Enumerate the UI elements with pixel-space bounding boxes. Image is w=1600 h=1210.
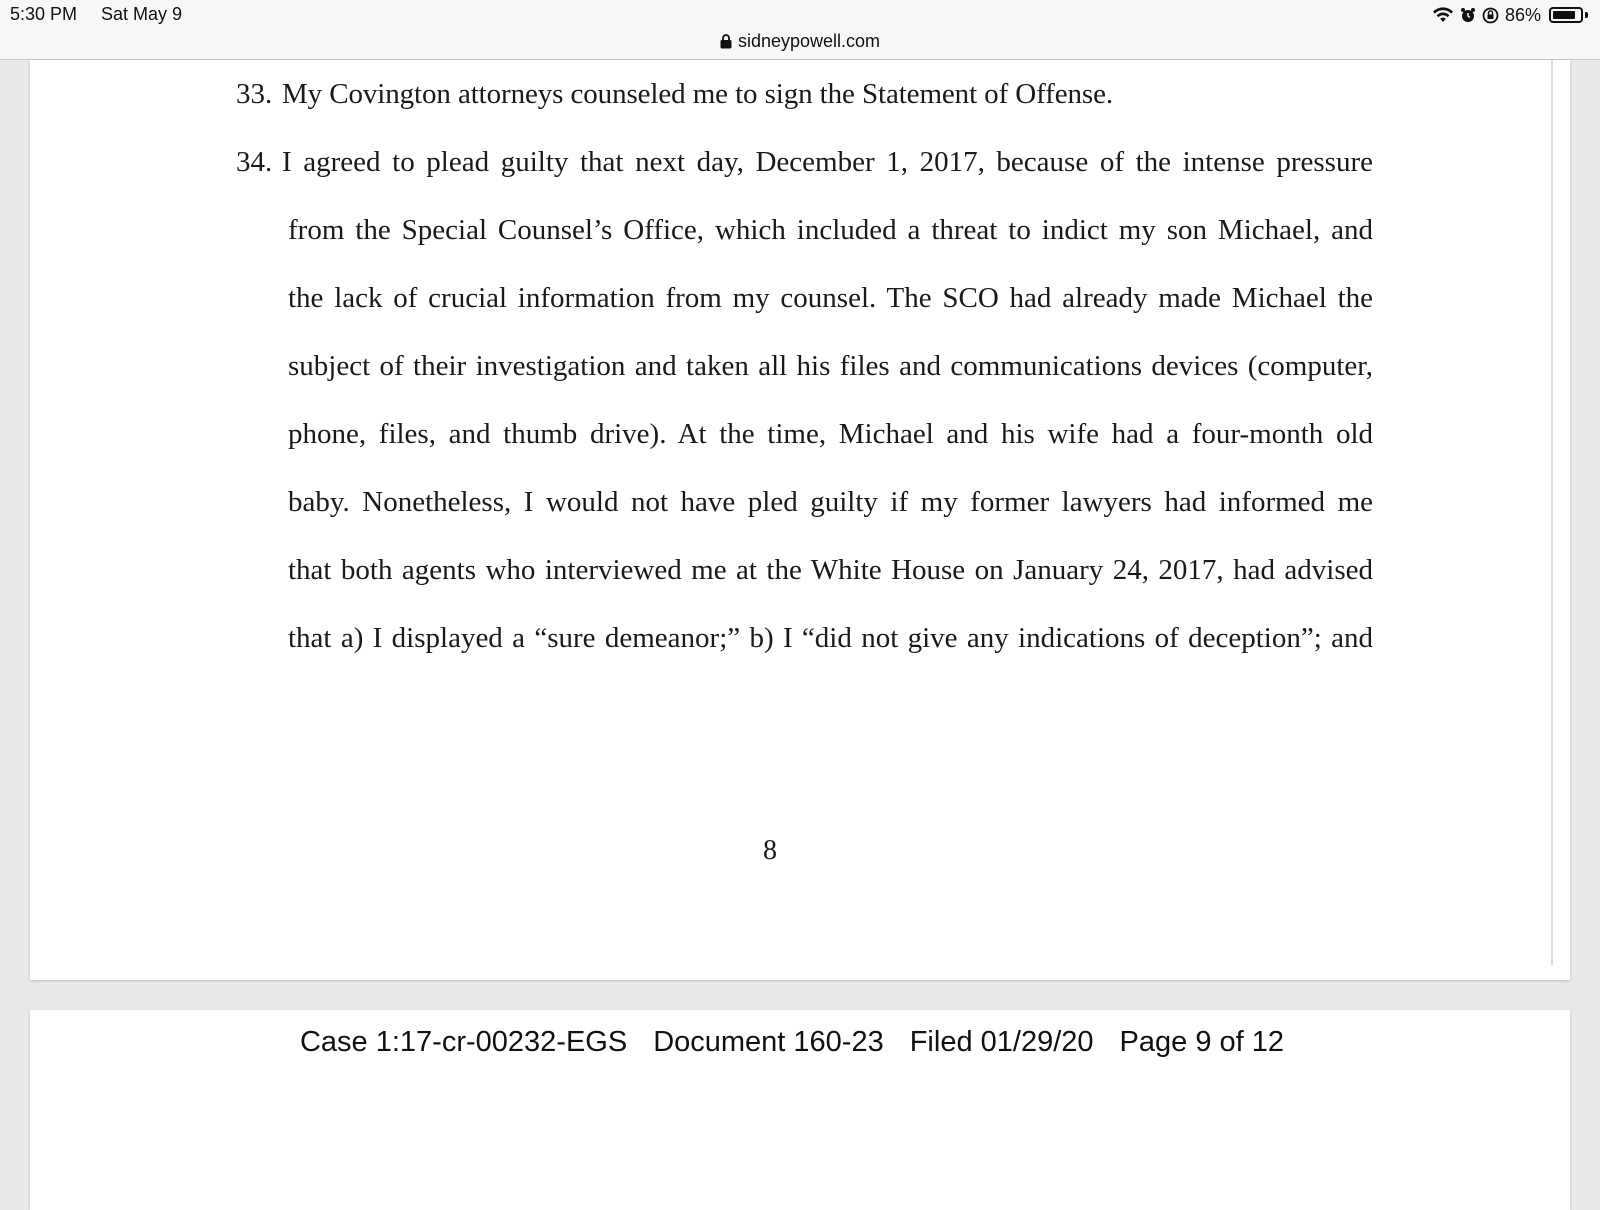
status-and-url-bar (0, 0, 1600, 60)
paragraph-34-line: subject of their investigation and taken all his files and communications devices (computer, (288, 350, 1373, 382)
document-page-9[interactable] (30, 1010, 1570, 1210)
lock-icon (720, 33, 732, 54)
filed-date: Filed 01/29/20 (909, 1026, 1094, 1058)
document-number: Document 160-23 (653, 1026, 884, 1058)
page-edge-rule (1551, 60, 1553, 965)
paragraph-number-34: 34. (236, 146, 273, 178)
paragraph-34-line: I agreed to plead guilty that next day, December 1, 2017, because of the intense pressure (282, 146, 1373, 178)
battery-fill (1553, 11, 1575, 19)
orientation-lock-icon (1482, 7, 1499, 24)
case-number: Case 1:17-cr-00232-EGS (299, 1026, 628, 1058)
case-header (30, 1026, 1570, 1059)
paragraph-number-33: 33. (236, 78, 273, 110)
address-bar[interactable] (0, 31, 1600, 54)
page-count: Page 9 of 12 (1119, 1026, 1285, 1058)
battery-icon (1549, 7, 1583, 23)
paragraph-34-line: that a) I displayed a “sure demeanor;” b) I “did not give any indications of deception”; and (288, 622, 1373, 654)
battery-percent: 86% (1504, 4, 1541, 25)
status-time: 5:30 PM (10, 4, 78, 24)
paragraph-34-line: baby. Nonetheless, I would not have pled guilty if my former lawyers had informed me (288, 486, 1373, 518)
paragraph-34-line: phone, files, and thumb drive). At the time, Michael and his wife had a four-month old (288, 418, 1373, 450)
battery-nub (1585, 12, 1588, 18)
status-icons (1432, 4, 1588, 26)
paragraph-34-line: from the Special Counsel’s Office, which included a threat to indict my son Michael, and (288, 214, 1373, 246)
alarm-icon (1460, 7, 1476, 23)
document-page-8[interactable] (30, 60, 1570, 980)
paragraph-33-line: My Covington attorneys counseled me to sign the Statement of Offense. (282, 78, 1113, 110)
status-date: Sat May 9 (101, 4, 183, 24)
url-text: sidneypowell.com (737, 31, 881, 51)
paragraph-34-line: that both agents who interviewed me at the White House on January 24, 2017, had advised (288, 554, 1373, 586)
paragraph-34-line: the lack of crucial information from my counsel. The SCO had already made Michael the (288, 282, 1373, 314)
wifi-icon (1432, 7, 1454, 23)
page-number: 8 (763, 835, 777, 866)
